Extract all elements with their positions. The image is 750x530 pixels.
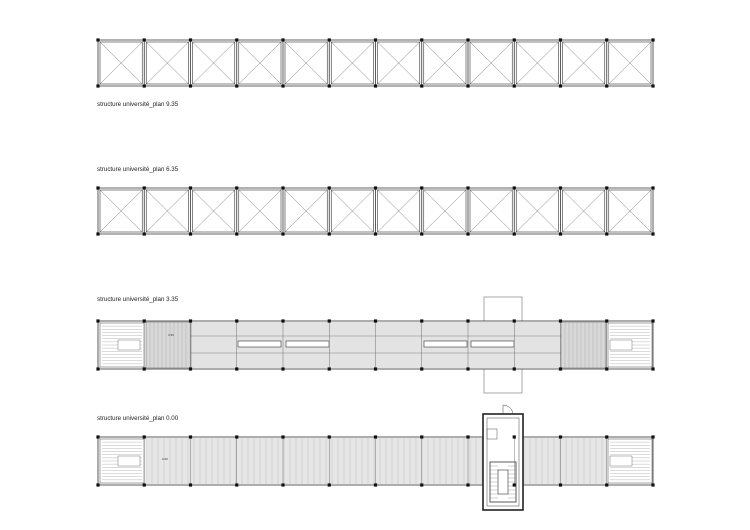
column: [605, 38, 608, 41]
column: [328, 435, 331, 438]
column: [143, 84, 146, 87]
column: [96, 84, 99, 87]
column: [466, 232, 469, 235]
column: [559, 84, 562, 87]
column: [96, 319, 99, 322]
ground-stripes: [146, 438, 607, 484]
column: [513, 367, 516, 370]
column: [466, 367, 469, 370]
column: [328, 367, 331, 370]
column: [466, 186, 469, 189]
column: [651, 367, 654, 370]
column: [235, 232, 238, 235]
bay-right-3-35: [561, 322, 606, 368]
column: [235, 84, 238, 87]
stair-landing: [118, 340, 140, 350]
column: [651, 38, 654, 41]
column: [466, 84, 469, 87]
column: [651, 319, 654, 322]
skylight: [424, 341, 467, 347]
plan-label-9-35: structure université_plan 9.35: [97, 101, 179, 108]
column: [143, 367, 146, 370]
column: [466, 38, 469, 41]
column: [189, 84, 192, 87]
column: [189, 186, 192, 189]
column: [374, 232, 377, 235]
core-stair: [490, 462, 516, 502]
column: [559, 319, 562, 322]
column: [235, 435, 238, 438]
column: [96, 435, 99, 438]
column: [96, 483, 99, 486]
column: [143, 186, 146, 189]
column: [651, 232, 654, 235]
column: [513, 186, 516, 189]
skylight: [238, 341, 281, 347]
column: [189, 232, 192, 235]
column: [513, 232, 516, 235]
column: [559, 435, 562, 438]
column: [143, 435, 146, 438]
column: [605, 319, 608, 322]
column: [466, 319, 469, 322]
stair-landing: [610, 340, 632, 350]
skylight: [471, 341, 514, 347]
column: [651, 84, 654, 87]
column: [513, 319, 516, 322]
column: [651, 435, 654, 438]
column: [559, 232, 562, 235]
column: [96, 367, 99, 370]
column: [651, 483, 654, 486]
column: [559, 367, 562, 370]
column: [420, 232, 423, 235]
column: [374, 367, 377, 370]
column: [374, 186, 377, 189]
column: [374, 483, 377, 486]
column: [189, 367, 192, 370]
plan-9-35: [96, 38, 654, 108]
column: [559, 186, 562, 189]
column: [235, 483, 238, 486]
column: [235, 319, 238, 322]
column: [559, 38, 562, 41]
column: [281, 435, 284, 438]
column: [466, 435, 469, 438]
column: [651, 186, 654, 189]
column: [605, 367, 608, 370]
column: [605, 232, 608, 235]
plan-label-0-00: structure université_plan 0.00: [97, 415, 179, 422]
column: [328, 38, 331, 41]
column: [374, 38, 377, 41]
column: [96, 38, 99, 41]
column: [328, 232, 331, 235]
column: [143, 38, 146, 41]
skylight: [286, 341, 329, 347]
column: [420, 435, 423, 438]
column: [466, 483, 469, 486]
column: [235, 38, 238, 41]
column: [513, 84, 516, 87]
plan-3-35: [96, 296, 654, 393]
column: [420, 84, 423, 87]
column: [328, 84, 331, 87]
column: [328, 319, 331, 322]
column: [559, 483, 562, 486]
stair-landing: [610, 456, 632, 466]
plan-label-3-35: structure université_plan 3.35: [97, 296, 179, 303]
column: [328, 186, 331, 189]
column: [420, 483, 423, 486]
column: [189, 435, 192, 438]
column: [281, 84, 284, 87]
column: [143, 319, 146, 322]
column: [281, 483, 284, 486]
column: [189, 483, 192, 486]
column: [328, 483, 331, 486]
column: [513, 435, 516, 438]
column: [281, 38, 284, 41]
level-mark-0-00: 0.00: [162, 457, 168, 461]
column: [235, 186, 238, 189]
column: [420, 38, 423, 41]
column: [281, 367, 284, 370]
column: [143, 232, 146, 235]
door-swing: [503, 405, 513, 414]
column: [281, 232, 284, 235]
truss-grid-6-35: [96, 186, 654, 235]
column: [605, 84, 608, 87]
column: [513, 38, 516, 41]
plan-0-00: [96, 405, 654, 510]
column: [605, 483, 608, 486]
column: [420, 367, 423, 370]
column: [235, 367, 238, 370]
column: [420, 319, 423, 322]
column: [374, 319, 377, 322]
column: [189, 38, 192, 41]
column: [189, 319, 192, 322]
column: [281, 186, 284, 189]
ground-slab: [146, 438, 607, 484]
ramp-bay-3-35: [146, 322, 191, 368]
column: [374, 84, 377, 87]
plan-label-6-35: structure université_plan 6.35: [97, 166, 179, 173]
plan-6-35: [96, 166, 654, 236]
level-mark-3-35: 3.35: [168, 333, 174, 337]
column: [374, 435, 377, 438]
column: [605, 186, 608, 189]
column: [513, 483, 516, 486]
column: [96, 232, 99, 235]
stair-landing: [118, 456, 140, 466]
column: [143, 483, 146, 486]
column: [281, 319, 284, 322]
core-stair-well: [498, 470, 508, 494]
truss-grid-9-35: [96, 38, 654, 87]
column: [420, 186, 423, 189]
column: [96, 186, 99, 189]
column: [605, 435, 608, 438]
